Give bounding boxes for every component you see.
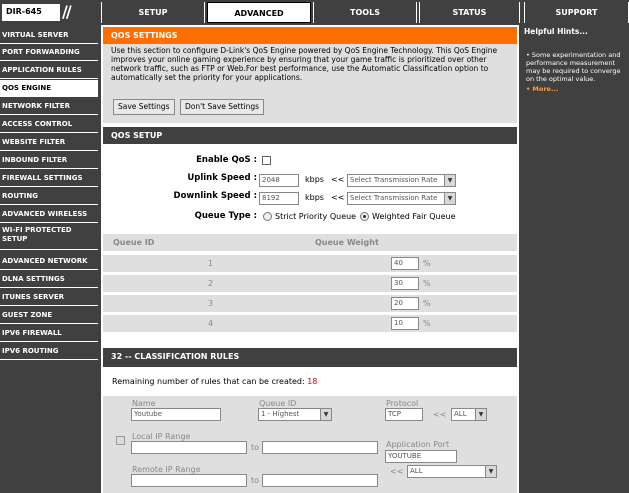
remote-ip-to-label: to bbox=[251, 476, 260, 485]
tab-status[interactable]: STATUS bbox=[419, 2, 520, 23]
uplink-speed-input[interactable]: 2048 bbox=[259, 174, 299, 187]
classification-title: 32 -- CLASSIFICATION RULES bbox=[103, 348, 517, 367]
queue-id: 4 bbox=[208, 319, 214, 328]
sidebar-item-itunes-server[interactable]: ITUNES SERVER bbox=[0, 289, 98, 306]
application-port-select[interactable] bbox=[407, 465, 497, 478]
application-port-input[interactable]: YOUTUBE bbox=[385, 450, 457, 463]
downlink-rate-select-value: Select Transmission Rate bbox=[350, 194, 438, 202]
hint-item-text: Some experimentation and performance measurement may be required to converge on the optimal value. bbox=[526, 51, 621, 83]
downlink-rate-select[interactable] bbox=[347, 192, 456, 205]
queue-weight-input[interactable]: 30 bbox=[391, 277, 419, 290]
more-hints-link[interactable]: • More... bbox=[526, 85, 559, 93]
protocol-arrows: << bbox=[433, 410, 447, 419]
weighted-fair-radio[interactable] bbox=[360, 212, 369, 221]
sidebar-item-guest-zone[interactable]: GUEST ZONE bbox=[0, 307, 98, 324]
helpful-hints-panel bbox=[522, 25, 629, 493]
queue-id-header: Queue ID bbox=[113, 238, 155, 247]
chevron-down-icon: ▼ bbox=[444, 175, 455, 186]
percent-sign: % bbox=[423, 299, 431, 308]
queue-id-select-value: 1 - Highest bbox=[261, 410, 300, 418]
queue-type-label: Queue Type : bbox=[194, 211, 257, 221]
rule-name-input[interactable]: Youtube bbox=[131, 408, 221, 421]
sidebar-item-advanced-wireless[interactable]: ADVANCED WIRELESS bbox=[0, 206, 98, 223]
downlink-speed-input[interactable]: 8192 bbox=[259, 192, 299, 205]
sidebar-item-ipv6-firewall[interactable]: IPV6 FIREWALL bbox=[0, 325, 98, 342]
queue-row bbox=[103, 255, 517, 272]
sidebar-item-firewall-settings[interactable]: FIREWALL SETTINGS bbox=[0, 170, 98, 187]
sidebar-item-access-control[interactable]: ACCESS CONTROL bbox=[0, 116, 98, 133]
remote-ip-start-input[interactable] bbox=[131, 474, 247, 487]
sidebar-item-dlna-settings[interactable]: DLNA SETTINGS bbox=[0, 271, 98, 288]
save-settings-button[interactable]: Save Settings bbox=[113, 99, 175, 115]
sidebar-item-wifi-protected-setup[interactable]: WI-FI PROTECTED SETUP bbox=[0, 224, 98, 250]
application-port-label: Application Port bbox=[386, 440, 450, 449]
uplink-rate-select-value: Select Transmission Rate bbox=[350, 176, 438, 184]
uplink-arrows: << bbox=[331, 175, 345, 184]
remote-ip-range-label: Remote IP Range bbox=[132, 465, 201, 474]
queue-id-select[interactable] bbox=[258, 408, 332, 421]
queue-weight-input[interactable]: 10 bbox=[391, 317, 419, 330]
local-ip-to-label: to bbox=[251, 443, 260, 452]
sidebar-item-virtual-server[interactable]: VIRTUAL SERVER bbox=[0, 27, 98, 44]
sidebar-item-application-rules[interactable]: APPLICATION RULES bbox=[0, 62, 98, 79]
helpful-hints-title: Helpful Hints... bbox=[524, 27, 588, 36]
app-port-arrows: << bbox=[390, 467, 404, 476]
dont-save-settings-button[interactable]: Don't Save Settings bbox=[180, 99, 264, 115]
queue-row bbox=[103, 315, 517, 332]
sidebar-item-advanced-network[interactable]: ADVANCED NETWORK bbox=[0, 253, 98, 270]
sidebar-item-inbound-filter[interactable]: INBOUND FILTER bbox=[0, 152, 98, 169]
classification-rule-row bbox=[103, 396, 517, 493]
protocol-select[interactable] bbox=[451, 408, 487, 421]
queue-row bbox=[103, 295, 517, 312]
more-hints-text: More... bbox=[532, 85, 559, 93]
sidebar-item-ipv6-routing[interactable]: IPV6 ROUTING bbox=[0, 343, 98, 360]
tab-support[interactable]: SUPPORT bbox=[524, 2, 629, 23]
local-ip-start-input[interactable] bbox=[131, 441, 247, 454]
strict-priority-radio[interactable] bbox=[263, 212, 272, 221]
slash-logo-icon: // bbox=[62, 2, 70, 21]
enable-qos-checkbox[interactable] bbox=[262, 156, 271, 165]
qos-setup-title: QOS SETUP bbox=[103, 127, 517, 144]
tab-advanced[interactable]: ADVANCED bbox=[207, 2, 311, 23]
tab-tools[interactable]: TOOLS bbox=[313, 2, 417, 23]
sidebar-item-routing[interactable]: ROUTING bbox=[0, 188, 98, 205]
weighted-fair-label: Weighted Fair Queue bbox=[372, 212, 456, 221]
tab-setup[interactable]: SETUP bbox=[101, 2, 205, 23]
percent-sign: % bbox=[423, 319, 431, 328]
rule-enable-checkbox[interactable] bbox=[116, 436, 125, 445]
queue-table-header bbox=[103, 234, 517, 251]
chevron-down-icon: ▼ bbox=[485, 466, 496, 477]
top-navigation bbox=[0, 0, 629, 25]
product-model bbox=[0, 0, 100, 25]
sidebar-item-port-forwarding[interactable]: PORT FORWARDING bbox=[0, 44, 98, 61]
queue-id: 1 bbox=[208, 259, 214, 268]
main-content bbox=[101, 25, 519, 493]
qos-settings-title: QOS SETTINGS bbox=[103, 27, 517, 44]
queue-weight-header: Queue Weight bbox=[315, 238, 379, 247]
remaining-rules-text: Remaining number of rules that can be created: bbox=[112, 377, 305, 386]
local-ip-end-input[interactable] bbox=[262, 441, 378, 454]
remote-ip-end-input[interactable] bbox=[262, 474, 378, 487]
uplink-unit: kbps bbox=[305, 175, 324, 184]
model-label: DIR-645 bbox=[2, 4, 60, 21]
downlink-speed-label: Downlink Speed : bbox=[173, 191, 257, 201]
protocol-select-value: ALL bbox=[454, 410, 467, 418]
queue-id: 2 bbox=[208, 279, 214, 288]
percent-sign: % bbox=[423, 259, 431, 268]
hint-item: • Some experimentation and performance measurement may be required to converge on the optimal value. bbox=[526, 51, 621, 83]
local-ip-range-label: Local IP Range bbox=[132, 432, 191, 441]
downlink-unit: kbps bbox=[305, 193, 324, 202]
queue-id-label: Queue ID bbox=[259, 399, 297, 408]
sidebar-item-qos-engine[interactable]: QOS ENGINE bbox=[0, 80, 98, 97]
queue-weight-input[interactable]: 40 bbox=[391, 257, 419, 270]
queue-row bbox=[103, 275, 517, 292]
sidebar bbox=[0, 25, 98, 493]
hints-list bbox=[526, 51, 626, 95]
sidebar-item-website-filter[interactable]: WEBSITE FILTER bbox=[0, 134, 98, 151]
strict-priority-label: Strict Priority Queue bbox=[275, 212, 357, 221]
chevron-down-icon: ▼ bbox=[444, 193, 455, 204]
remaining-rules-label bbox=[112, 377, 317, 386]
remaining-rules-count: 18 bbox=[307, 377, 318, 386]
application-port-select-value: ALL bbox=[410, 467, 423, 475]
name-label: Name bbox=[132, 399, 156, 408]
sidebar-item-network-filter[interactable]: NETWORK FILTER bbox=[0, 98, 98, 115]
chevron-down-icon: ▼ bbox=[475, 409, 486, 420]
queue-weight-input[interactable]: 20 bbox=[391, 297, 419, 310]
downlink-arrows: << bbox=[331, 193, 345, 202]
uplink-rate-select[interactable] bbox=[347, 174, 456, 187]
percent-sign: % bbox=[423, 279, 431, 288]
chevron-down-icon: ▼ bbox=[320, 409, 331, 420]
protocol-label: Protocol bbox=[386, 399, 419, 408]
queue-id: 3 bbox=[208, 299, 214, 308]
uplink-speed-label: Uplink Speed : bbox=[187, 173, 257, 183]
protocol-input[interactable]: TCP bbox=[385, 408, 423, 421]
qos-description: Use this section to configure D-Link's QoS Engine powered by QoS Engine Technology. This QoS Engine improves your online gaming experience by ensuring that your game traffic is prioritized over other network traffic, such as FTP or Web.For best performance, use the Automatic Classification option to automatically set the priority for your applications. bbox=[111, 46, 498, 82]
enable-qos-label: Enable QoS : bbox=[196, 155, 257, 165]
